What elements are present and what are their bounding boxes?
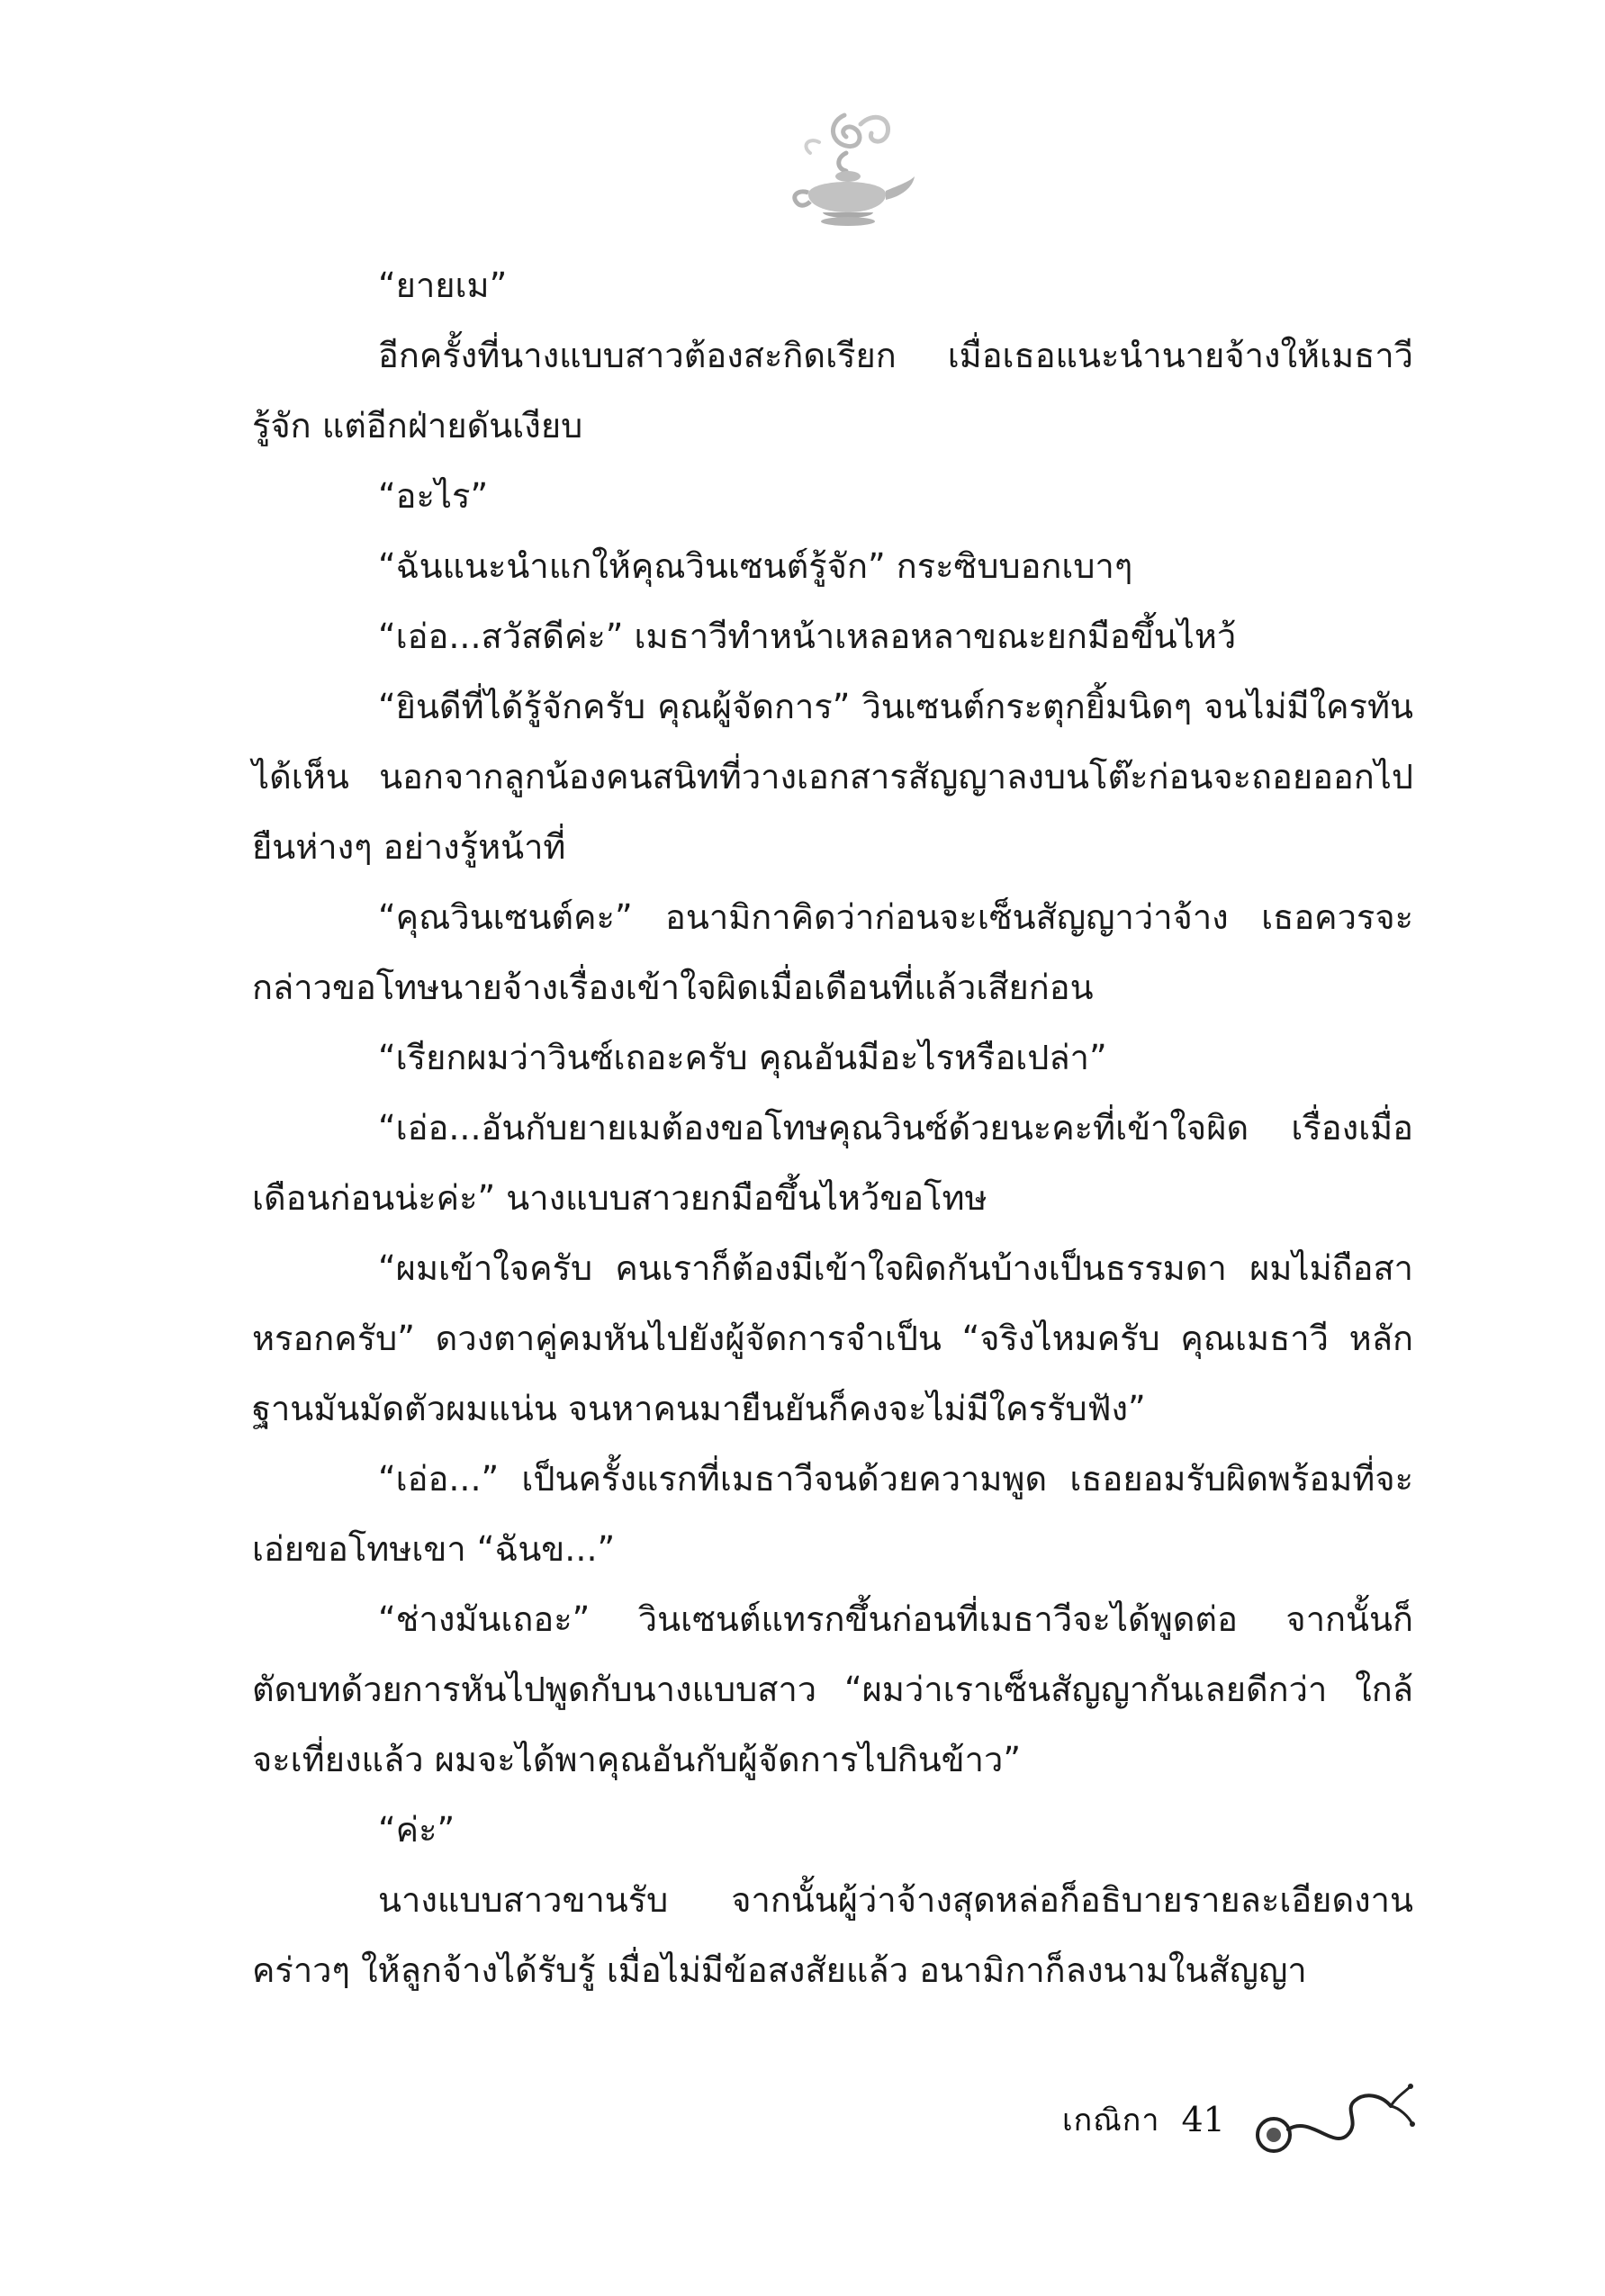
paragraph: “ฉันแนะนำแกให้คุณวินเซนต์รู้จัก” กระซิบบอกเบาๆ (378, 546, 1133, 586)
paragraph: “ผมเข้าใจครับ คนเราก็ต้องมีเข้าใจผิดกันบ้างเป็นธรรมดา ผมไม่ถือสาหรอกครับ” ดวงตาคู่คมหันไปยังผู้จัดการจำเป็น “จริงไหมครับ คุณเมธาวี หลักฐานมันมัดตัวผมแน่น จนหาคนมายืนยันก็คงจะไม่มีใครรับฟัง” (252, 1248, 1413, 1428)
paragraph: “ยินดีที่ได้รู้จักครับ คุณผู้จัดการ” วินเซนต์กระตุกยิ้มนิดๆ จนไม่มีใครทันได้เห็น นอกจากลูกน้องคนสนิทที่วางเอกสารสัญญาลงบนโต๊ะก่อนจะถอยออกไปยืนห่างๆ อย่างรู้หน้าที่ (252, 687, 1413, 867)
page-footer (1062, 2079, 1418, 2160)
genie-lamp-icon (774, 106, 918, 232)
stethoscope-icon (1247, 2079, 1418, 2160)
paragraph: “ค่ะ” (378, 1810, 455, 1850)
paragraph: “อะไร” (378, 476, 489, 516)
paragraph: “เอ่อ...” เป็นครั้งแรกที่เมธาวีจนด้วยความพูด เธอยอมรับผิดพร้อมที่จะเอ่ยขอโทษเขา “ฉันข...” (252, 1459, 1413, 1569)
paragraph: “ช่างมันเถอะ” วินเซนต์แทรกขึ้นก่อนที่เมธาวีจะได้พูดต่อ จากนั้นก็ตัดบทด้วยการหันไปพูดกับนางแบบสาว “ผมว่าเราเซ็นสัญญากันเลยดีกว่า ใกล้จะเที่ยงแล้ว ผมจะได้พาคุณอันกับผู้จัดการไปกินข้าว” (252, 1599, 1413, 1779)
paragraph: “เอ่อ...สวัสดีค่ะ” เมธาวีทำหน้าเหลอหลาขณะยกมือขึ้นไหว้ (378, 617, 1237, 656)
paragraph: “เรียกผมว่าวินซ์เถอะครับ คุณอันมีอะไรหรือเปล่า” (378, 1038, 1107, 1077)
paragraph: “ยายเม” (378, 266, 508, 305)
paragraph: นางแบบสาวขานรับ จากนั้นผู้ว่าจ้างสุดหล่อก็อธิบายรายละเอียดงานคร่าวๆ ให้ลูกจ้างได้รับรู้ เมื่อไม่มีข้อสงสัยแล้ว อนามิกาก็ลงนามในสัญญา (252, 1880, 1413, 1990)
body-text (252, 250, 1413, 2005)
paragraph: อีกครั้งที่นางแบบสาวต้องสะกิดเรียก เมื่อเธอแนะนำนายจ้างให้เมธาวีรู้จัก แต่อีกฝ่ายดันเงียบ (252, 336, 1413, 446)
book-title: เกณิกา (1062, 2102, 1160, 2138)
paragraph: “คุณวินเซนต์คะ” อนามิกาคิดว่าก่อนจะเซ็นสัญญาว่าจ้าง เธอควรจะกล่าวขอโทษนายจ้างเรื่องเข้าใจผิดเมื่อเดือนที่แล้วเสียก่อน (252, 897, 1413, 1007)
page-number: 41 (1181, 2100, 1225, 2139)
paragraph: “เอ่อ...อันกับยายเมต้องขอโทษคุณวินซ์ด้วยนะคะที่เข้าใจผิด เรื่องเมื่อเดือนก่อนน่ะค่ะ” นางแบบสาวยกมือขึ้นไหว้ขอโทษ (252, 1108, 1413, 1218)
